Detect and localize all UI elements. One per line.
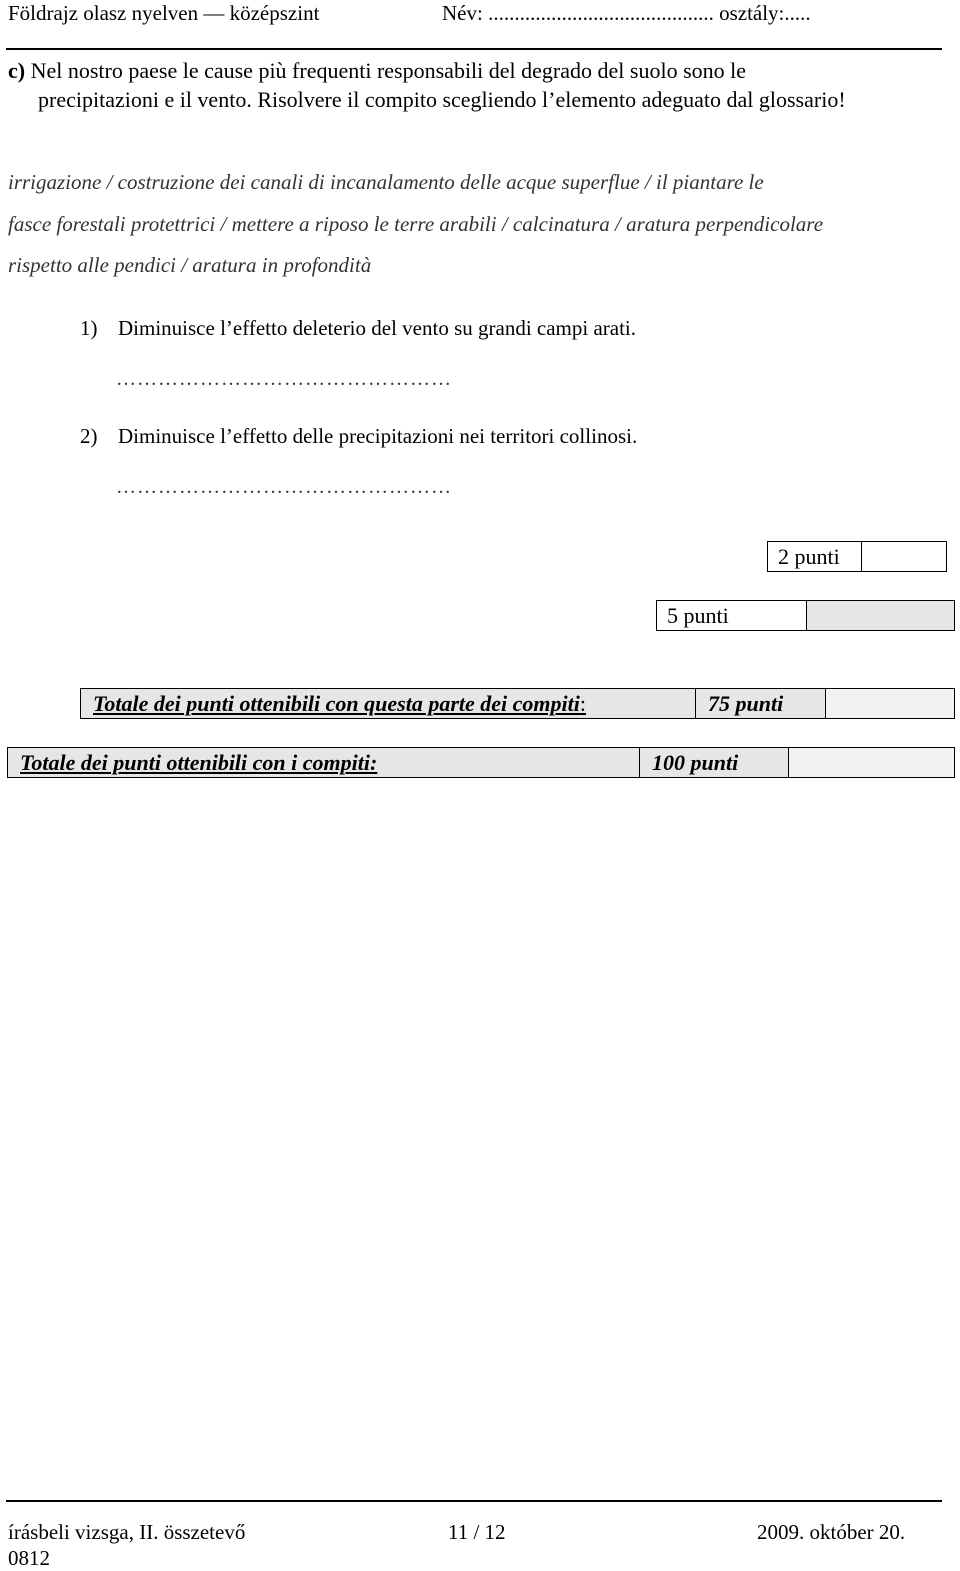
task-statement [8,56,938,114]
header-name-class: Név: ........................................... osztály:..... [442,1,811,25]
section-total-row [80,688,955,719]
glossary-line-2: fasce forestali protettrici / mettere a riposo le terre arabili / calcinatura / aratura perpendicolare [8,212,824,236]
header-subject: Földrajz olasz nyelven — középszint [8,1,320,25]
part-score-field[interactable] [861,542,946,571]
task-marker: c) [8,58,26,83]
section-total-label: Totale dei punti ottenibili con questa parte dei compiti : [93,690,586,716]
part-score-box [767,541,947,572]
grand-total-points: 100 punti [639,748,788,777]
task-first-line: Nel nostro paese le cause più frequenti responsabili del degrado del suolo sono le [25,58,747,83]
glossary-line-3: rispetto alle pendici / aratura in profondità [8,253,372,277]
question-2-number: 2) [80,424,98,448]
grand-total-label: Totale dei punti ottenibili con i compiti: [20,749,378,775]
question-1-answer-line[interactable]: ………………………………………… [116,368,452,390]
footer-date: 2009. október 20. [757,1520,906,1544]
task-score-label: 5 punti [667,602,729,628]
question-1-text: Diminuisce l’effetto deleterio del vento su grandi campi arati. [118,316,637,340]
part-score-label: 2 punti [778,543,840,569]
glossary-line-1: irrigazione / costruzione dei canali di incanalamento delle acque superflue / il piantare le [8,170,764,194]
task-rest: precipitazioni e il vento. Risolvere il compito scegliendo l’elemento adeguato dal glossario! [38,87,846,112]
task-score-box [656,600,955,631]
footer-divider [6,1500,942,1502]
footer-page-number: 11 / 12 [448,1520,506,1544]
grand-total-field[interactable] [788,748,954,777]
section-total-field[interactable] [825,689,954,718]
footer-code: 0812 [8,1546,50,1570]
footer-exam: írásbeli vizsga, II. összetevő [8,1520,246,1544]
question-1-number: 1) [80,316,98,340]
section-total-points: 75 punti [695,689,825,718]
question-2-text: Diminuisce l’effetto delle precipitazioni nei territori collinosi. [118,424,638,448]
question-2-answer-line[interactable]: ………………………………………… [116,476,452,498]
grand-total-row [7,747,955,778]
task-score-field[interactable] [806,601,954,630]
header-divider [6,48,942,50]
